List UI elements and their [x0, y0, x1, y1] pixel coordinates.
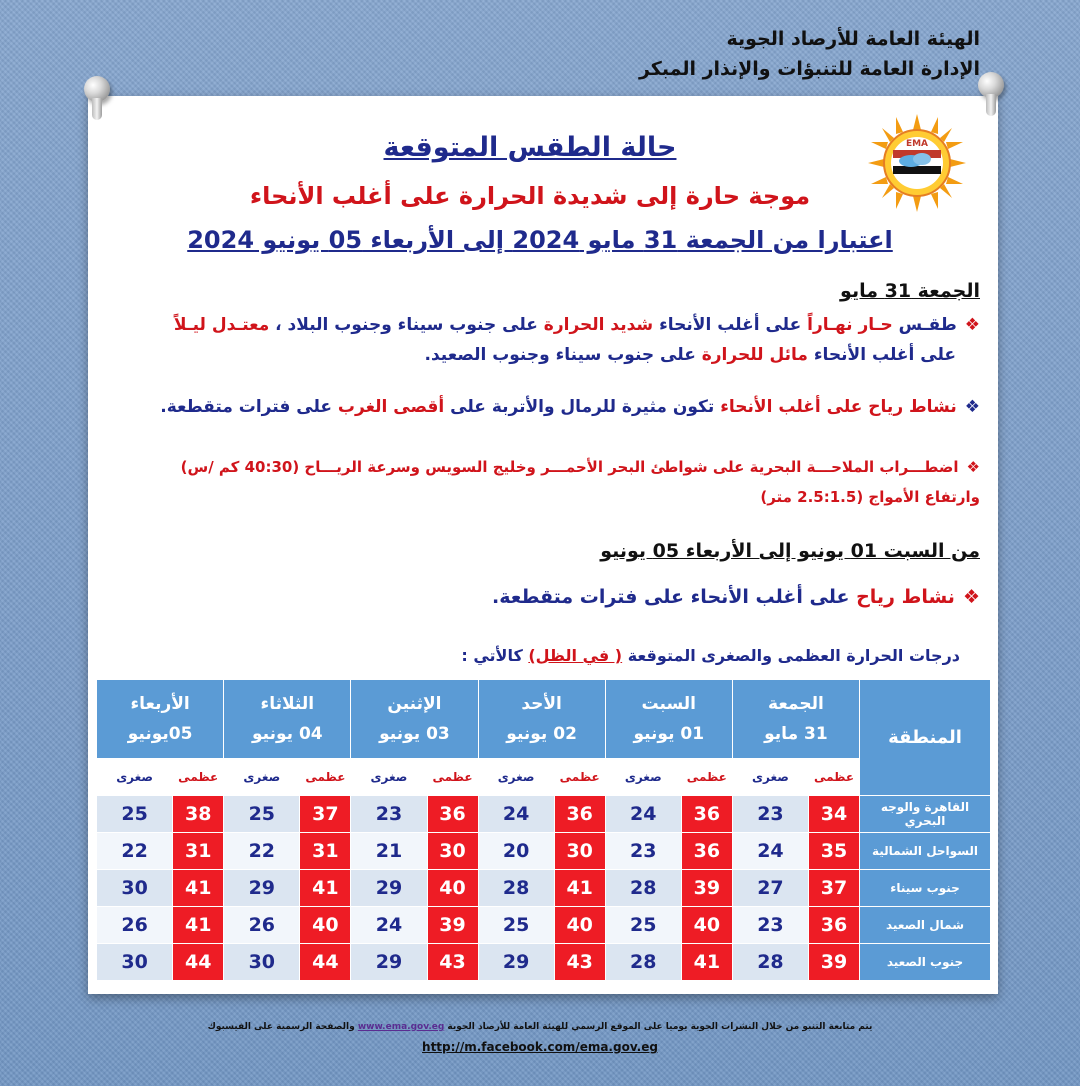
- min-temp: 22: [224, 833, 300, 870]
- bullet-wind-period: ❖نشاط رياح على أغلب الأنحاء على فترات متقطعة.: [492, 586, 980, 608]
- max-temp: 36: [554, 796, 605, 833]
- diamond-bullet-icon: ❖: [966, 458, 980, 476]
- table-row: [97, 944, 991, 981]
- section-period-heading: من السبت 01 يونيو إلى الأربعاء 05 يونيو: [600, 540, 980, 562]
- max-temp: 31: [300, 833, 351, 870]
- min-temp: 21: [351, 833, 427, 870]
- bullet-weather-state: ❖طقـس حـار نهـاراً على أغلب الأنحاء شديد الحرارة على جنوب سيناء وجنوب البلاد ، معتـدل ليـلاً على أغلب الأنحاء مائل للحرارة على جنوب سيناء وجنوب الصعيد.: [173, 315, 980, 365]
- page-title: حالة الطقس المتوقعة: [383, 132, 677, 163]
- region-name: جنوب الصعيد: [860, 944, 991, 981]
- table-row: [97, 833, 991, 870]
- min-temp: 30: [224, 944, 300, 981]
- min-temp: 25: [97, 796, 173, 833]
- min-temp: 26: [97, 907, 173, 944]
- table-caption: درجات الحرارة العظمى والصغرى المتوقعة ( في الظل) كالأتي :: [461, 646, 960, 665]
- max-temp: 41: [681, 944, 732, 981]
- min-temp: 29: [351, 870, 427, 907]
- facebook-link[interactable]: http://m.facebook.com/ema.gov.eg: [422, 1040, 658, 1054]
- day-header: الأربعاء 05يونيو: [97, 680, 224, 759]
- max-temp: 37: [300, 796, 351, 833]
- min-temp: 26: [224, 907, 300, 944]
- min-temp: 25: [605, 907, 681, 944]
- max-temp: 38: [173, 796, 224, 833]
- min-label: صغرى: [351, 759, 427, 796]
- region-name: القاهرة والوجه البحري: [860, 796, 991, 833]
- min-temp: 27: [732, 870, 808, 907]
- min-temp: 24: [732, 833, 808, 870]
- max-temp: 41: [300, 870, 351, 907]
- region-column-header: المنطقة: [860, 680, 991, 796]
- table-row: [97, 870, 991, 907]
- max-temp: 44: [300, 944, 351, 981]
- min-temp: 30: [97, 944, 173, 981]
- day-header: السبت 01 يونيو: [605, 680, 732, 759]
- min-label: صغرى: [605, 759, 681, 796]
- region-name: شمال الصعيد: [860, 907, 991, 944]
- max-temp: 36: [681, 796, 732, 833]
- org-name-line1: الهيئة العامة للأرصاد الجوية: [726, 28, 980, 50]
- max-temp: 36: [681, 833, 732, 870]
- max-temp: 40: [427, 870, 478, 907]
- max-temp: 30: [554, 833, 605, 870]
- max-temp: 39: [809, 944, 860, 981]
- region-name: جنوب سيناء: [860, 870, 991, 907]
- diamond-bullet-icon: ❖: [962, 586, 980, 608]
- bullet-wind-activity: ❖نشاط رياح على أغلب الأنحاء تكون مثيرة للرمال والأتربة على أقصى الغرب على فترات متقطعة.: [160, 397, 980, 417]
- max-label: عظمى: [554, 759, 605, 796]
- table-row: [97, 796, 991, 833]
- min-temp: 29: [224, 870, 300, 907]
- max-temp: 40: [300, 907, 351, 944]
- temperature-table: [96, 679, 991, 981]
- min-temp: 28: [605, 944, 681, 981]
- day-header: الجمعة 31 مايو: [732, 680, 859, 759]
- max-temp: 36: [427, 796, 478, 833]
- min-temp: 24: [351, 907, 427, 944]
- max-label: عظمى: [173, 759, 224, 796]
- min-temp: 23: [351, 796, 427, 833]
- min-temp: 22: [97, 833, 173, 870]
- max-temp: 39: [681, 870, 732, 907]
- min-temp: 28: [605, 870, 681, 907]
- min-temp: 24: [478, 796, 554, 833]
- max-temp: 44: [173, 944, 224, 981]
- min-temp: 20: [478, 833, 554, 870]
- pushpin-right-icon: [978, 72, 1004, 98]
- website-link[interactable]: www.ema.gov.eg: [357, 1022, 445, 1032]
- max-label: عظمى: [427, 759, 478, 796]
- day-header: الأحد 02 يونيو: [478, 680, 605, 759]
- max-temp: 36: [809, 907, 860, 944]
- min-temp: 29: [478, 944, 554, 981]
- diamond-bullet-icon: ❖: [964, 397, 980, 417]
- section-friday-heading: الجمعة 31 مايو: [840, 280, 980, 302]
- min-temp: 30: [97, 870, 173, 907]
- max-temp: 35: [809, 833, 860, 870]
- max-label: عظمى: [300, 759, 351, 796]
- min-label: صغرى: [478, 759, 554, 796]
- min-label: صغرى: [97, 759, 173, 796]
- max-temp: 37: [809, 870, 860, 907]
- max-label: عظمى: [681, 759, 732, 796]
- min-temp: 29: [351, 944, 427, 981]
- max-temp: 40: [681, 907, 732, 944]
- pushpin-left-icon: [84, 76, 110, 102]
- day-header: الثلاثاء 04 يونيو: [224, 680, 351, 759]
- max-temp: 43: [554, 944, 605, 981]
- max-label: عظمى: [809, 759, 860, 796]
- organization-header: [639, 24, 980, 84]
- region-name: السواحل الشمالية: [860, 833, 991, 870]
- validity-period: اعتبارا من الجمعة 31 مايو 2024 إلى الأربعاء 05 يونيو 2024: [187, 226, 893, 254]
- heatwave-subtitle: موجة حارة إلى شديدة الحرارة على أغلب الأنحاء: [249, 182, 811, 210]
- footer-note: يتم متابعة التنبو من خلال النشرات الجوية يوميا على الموقع الرسمي للهيئة العامة للأرصاد الجوية www.ema.gov.eg والصفحة الرسمية على الفيسبوك: [207, 1022, 873, 1032]
- min-temp: 23: [732, 907, 808, 944]
- max-temp: 40: [554, 907, 605, 944]
- org-name-line2: الإدارة العامة للتنبؤات والإنذار المبكر: [638, 58, 980, 80]
- bullet-marine-warning: ❖اضطـــراب الملاحـــة البحرية على شواطئ البحر الأحمـــر وخليج السويس وسرعة الريـــاح (40:30 كم /س) وارتفاع الأمواج (2.5:1.5 متر): [180, 458, 980, 506]
- min-temp: 28: [478, 870, 554, 907]
- max-temp: 41: [554, 870, 605, 907]
- max-temp: 41: [173, 870, 224, 907]
- min-temp: 23: [732, 796, 808, 833]
- min-temp: 25: [478, 907, 554, 944]
- table-row: [97, 907, 991, 944]
- min-temp: 28: [732, 944, 808, 981]
- max-temp: 30: [427, 833, 478, 870]
- max-temp: 34: [809, 796, 860, 833]
- min-label: صغرى: [224, 759, 300, 796]
- min-temp: 25: [224, 796, 300, 833]
- min-temp: 24: [605, 796, 681, 833]
- min-temp: 23: [605, 833, 681, 870]
- max-temp: 41: [173, 907, 224, 944]
- max-temp: 31: [173, 833, 224, 870]
- min-label: صغرى: [732, 759, 808, 796]
- max-temp: 43: [427, 944, 478, 981]
- diamond-bullet-icon: ❖: [964, 315, 980, 335]
- max-temp: 39: [427, 907, 478, 944]
- svg-text:EMA: EMA: [905, 139, 929, 149]
- day-header: الإثنين 03 يونيو: [351, 680, 478, 759]
